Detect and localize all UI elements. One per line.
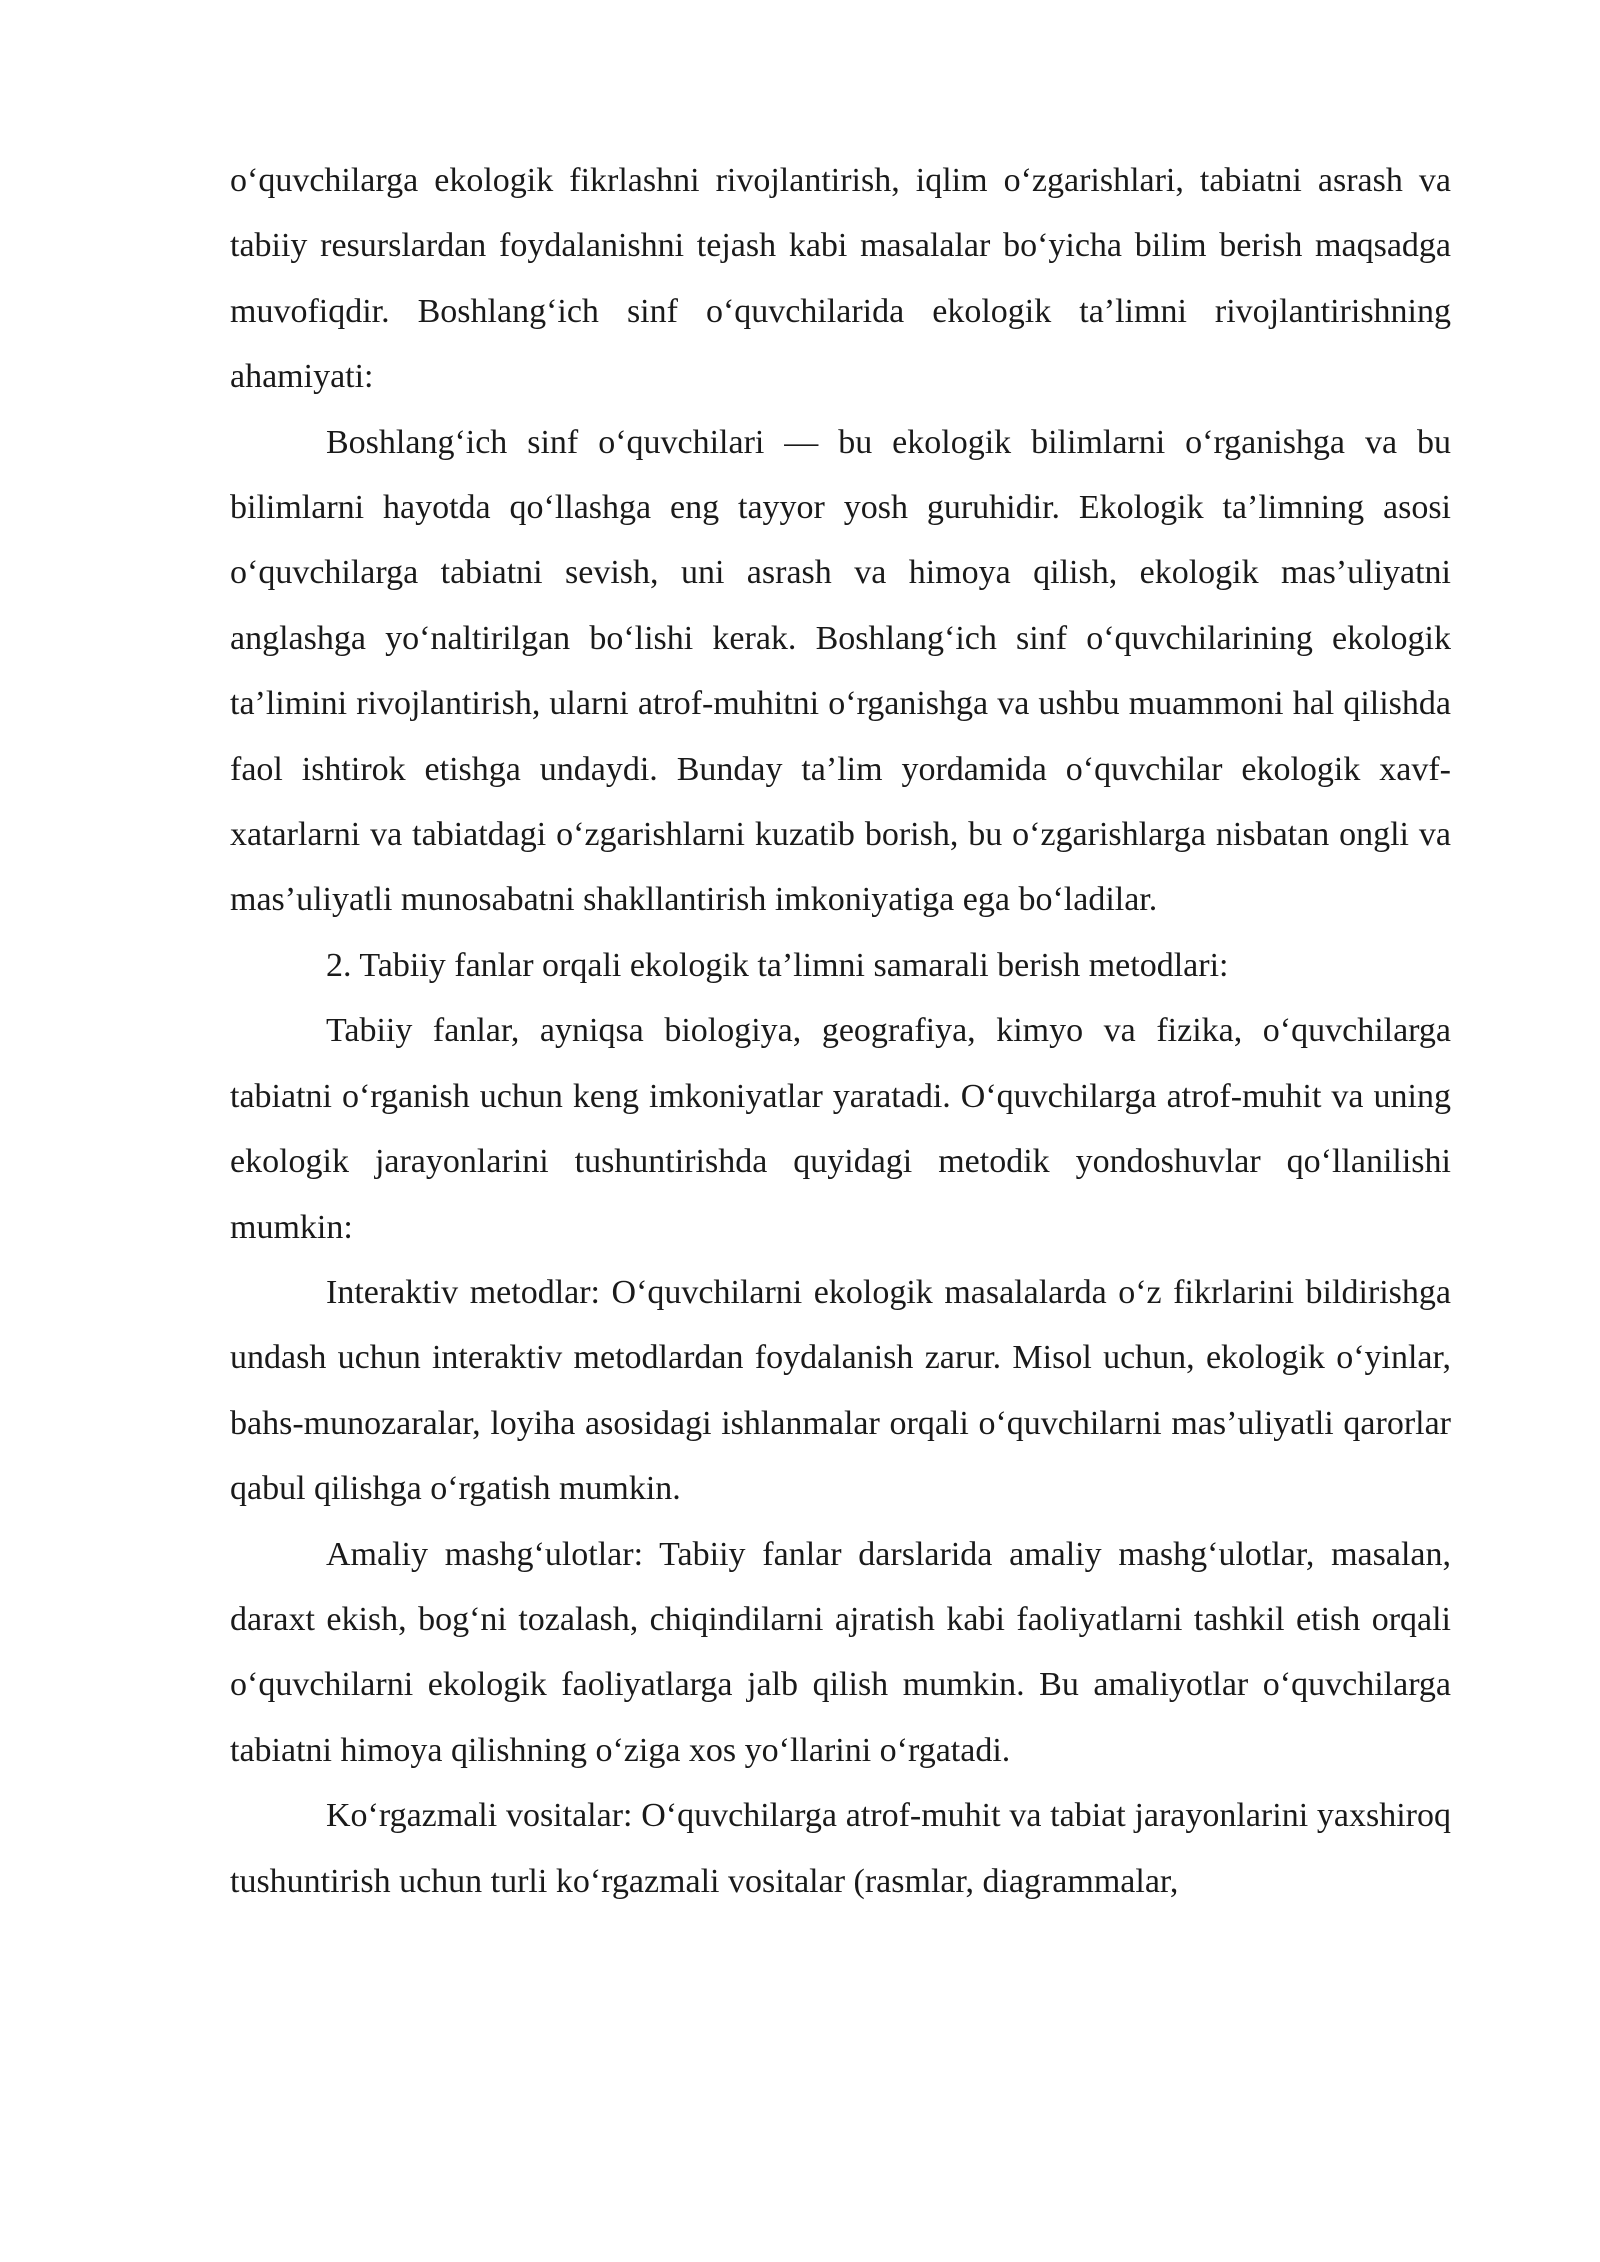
document-body — [230, 148, 1451, 1914]
paragraph-visual-aids: Ko‘rgazmali vositalar: O‘quvchilarga atrof-muhit va tabiat jarayonlarini yaxshiroq tushuntirish uchun turli ko‘rgazmali vositalar (rasmlar, diagrammalar, — [230, 1797, 1451, 1900]
paragraph-natural-sciences: Tabiiy fanlar, ayniqsa biologiya, geografiya, kimyo va fizika, o‘quvchilarga tabiatni o‘rganish uchun keng imkoniyatlar yaratadi. O‘quvchilarga atrof-muhit va uning ekologik jarayonlarini tushuntirishda quyidagi metodik yondoshuvlar qo‘llanilishi mumkin: — [230, 1012, 1451, 1246]
paragraph-intro-continuation: o‘quvchilarga ekologik fikrlashni rivojlantirish, iqlim o‘zgarishlari, tabiatni asrash va tabiiy resurslardan foydalanishni tejash kabi masalalar bo‘yicha bilim berish maqsadga muvofiqdir. Boshlang‘ich sinf o‘quvchilarida ekologik ta’limni rivojlantirishning ahamiyati: — [230, 162, 1451, 396]
paragraph-practical-lessons: Amaliy mashg‘ulotlar: Tabiiy fanlar darslarida amaliy mashg‘ulotlar, masalan, daraxt ekish, bog‘ni tozalash, chiqindilarni ajratish kabi faoliyatlarni tashkil etish orqali o‘quvchilarni ekologik faoliyatlarga jalb qilish mumkin. Bu amaliyotlar o‘quvchilarga tabiatni himoya qilishning o‘ziga xos yo‘llarini o‘rgatadi. — [230, 1535, 1451, 1769]
paragraph-interactive-methods: Interaktiv metodlar: O‘quvchilarni ekologik masalalarda o‘z fikrlarini bildirishga undash uchun interaktiv metodlardan foydalanish zarur. Misol uchun, ekologik o‘yinlar, bahs-munozaralar, loyiha asosidagi ishlanmalar orqali o‘quvchilarni mas’uliyatli qarorlar qabul qilishga o‘rgatish mumkin. — [230, 1273, 1451, 1508]
section-heading-methods: 2. Tabiiy fanlar orqali ekologik ta’limni samarali berish metodlari: — [326, 946, 1229, 984]
paragraph-primary-pupils: Boshlang‘ich sinf o‘quvchilari — bu ekologik bilimlarni o‘rganishga va bu bilimlarni hayotda qo‘llashga eng tayyor yosh guruhidir. Ekologik ta’limning asosi o‘quvchilarga tabiatni sevish, uni asrash va himoya qilish, ekologik mas’uliyatni anglashga yo‘naltirilgan bo‘lishi kerak. Boshlang‘ich sinf o‘quvchilarining ekologik ta’limini rivojlantirish, ularni atrof-muhitni o‘rganishga va ushbu muammoni hal qilishda faol ishtirok etishga undaydi. Bunday ta’lim yordamida o‘quvchilar ekologik xavf-xatarlarni va tabiatdagi o‘zgarishlarni kuzatib borish, bu o‘zgarishlarga nisbatan ongli va mas’uliyatli munosabatni shakllantirish imkoniyatiga ega bo‘ladilar. — [230, 423, 1451, 919]
